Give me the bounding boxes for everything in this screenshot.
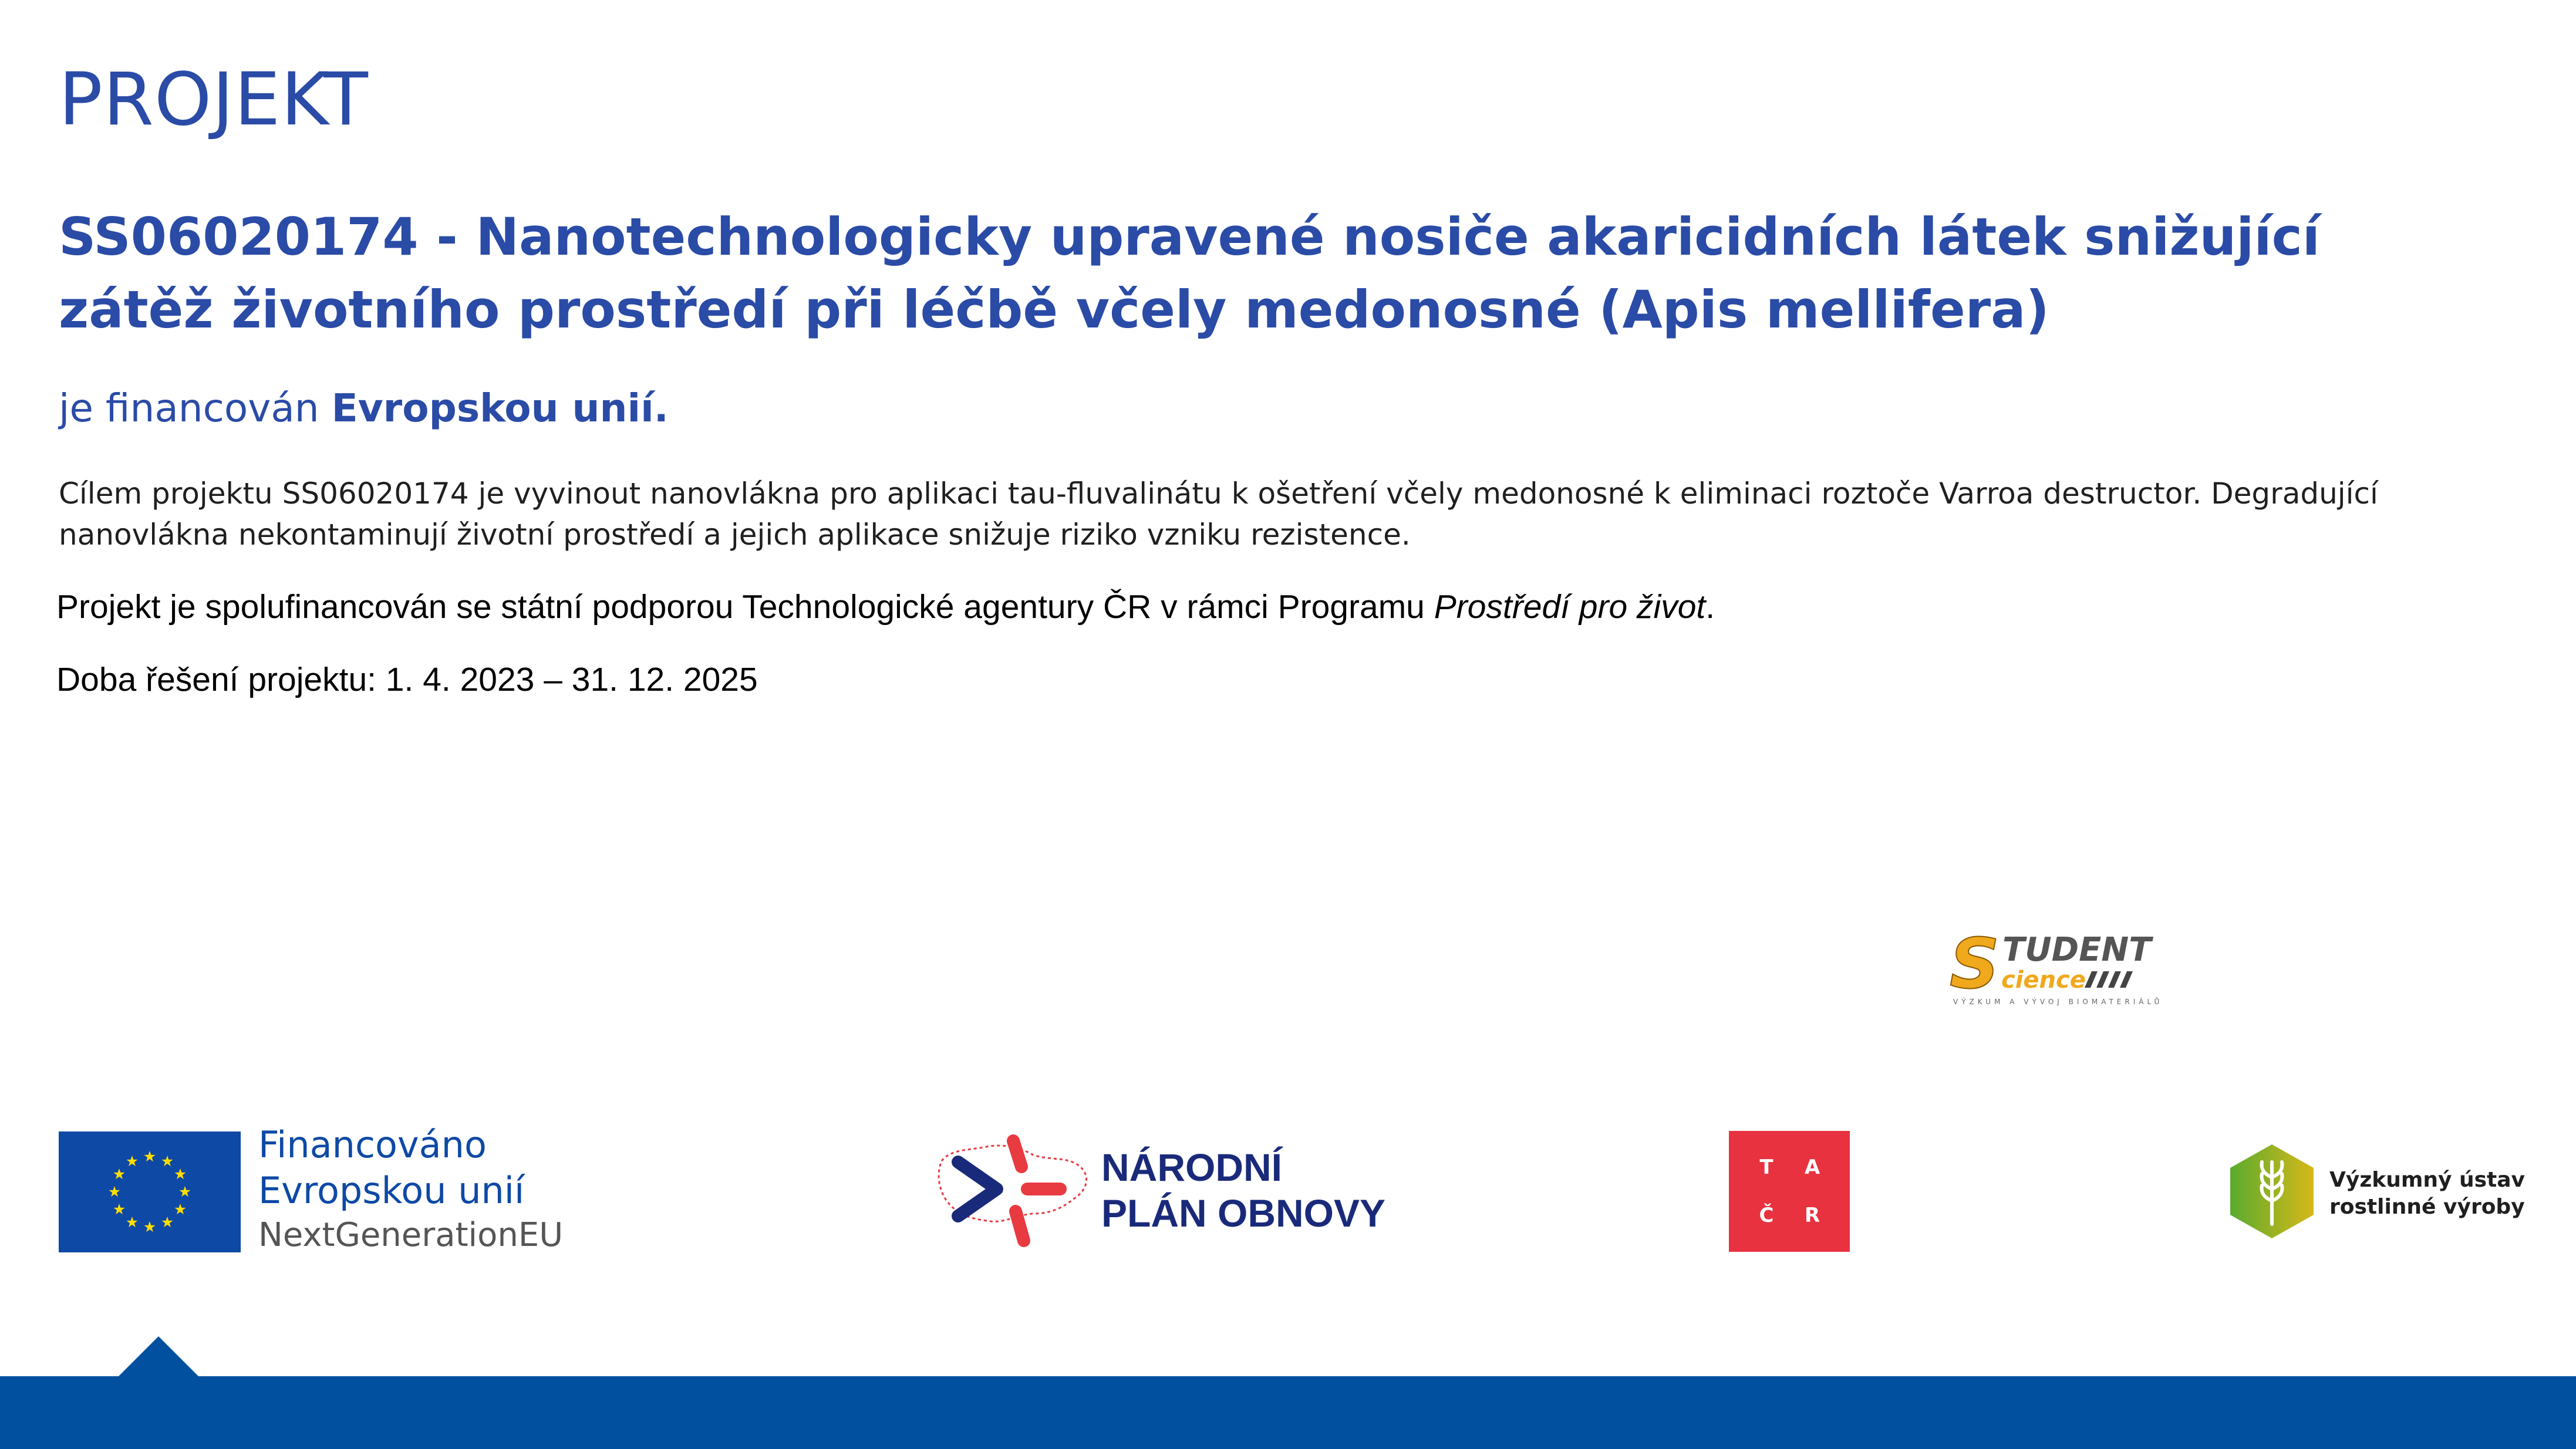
eu-flag-icon — [59, 1131, 241, 1252]
npo-logo-text — [1101, 1144, 1385, 1236]
eu-logo-line3: NextGenerationEU — [258, 1216, 564, 1254]
project-duration: Doba řešení projektu: 1. 4. 2023 – 31. 12. 2025 — [56, 661, 758, 698]
tacr-letter-t: T — [1759, 1156, 1773, 1179]
page-heading: PROJEKT — [59, 58, 369, 142]
student-science-word1: TUDENT — [2002, 931, 2152, 969]
eu-funding-logo-text — [258, 1122, 563, 1257]
tacr-logo — [1729, 1131, 1850, 1252]
eu-logo-line1: Financováno — [258, 1123, 487, 1166]
program-name: Prostředí pro život — [1434, 588, 1706, 626]
co-funding-statement — [56, 587, 1715, 627]
student-science-tagline: VÝZKUM A VÝVOJ BIOMATERIÁLŮ — [1953, 998, 2163, 1006]
npo-logo-line2: PLÁN OBNOVY — [1101, 1191, 1386, 1235]
project-title: SS06020174 - Nanotechnologicky upravené nosiče akaricidních látek snižující zátěž životního prostředí při léčbě včely medonosné (Apis mellifera) — [59, 207, 2320, 340]
co-funding-text: Projekt je spolufinancován se státní podporou Technologické agentury ČR v rámci Programu — [56, 588, 1434, 626]
funding-statement — [59, 387, 669, 430]
eu-logo-line2: Evropskou unií — [258, 1169, 525, 1212]
student-science-logo — [1946, 924, 2187, 1012]
vurv-logo-line2: rostlinné výroby — [2329, 1195, 2525, 1219]
tacr-letter-c: Č — [1759, 1204, 1774, 1227]
npo-logo-icon — [933, 1126, 1098, 1255]
project-description: Cílem projektu SS06020174 je vyvinout nanovlákna pro aplikaci tau-fluvalinátu k ošetření včely medonosné k eliminaci roztoče Varroa destructor. Degradující nanovlákna nekontaminují životní prostředí a jejich aplikace snižuje riziko vzniku rezistence. — [59, 477, 2378, 552]
vurv-logo-text — [2329, 1167, 2525, 1221]
tacr-letter-a: A — [1804, 1156, 1820, 1179]
footer-bar — [0, 1376, 2576, 1449]
footer-notch — [117, 1336, 200, 1377]
student-science-word2: cience — [2001, 967, 2086, 994]
vurv-logo-line1: Výzkumný ústav — [2329, 1168, 2526, 1192]
tacr-letter-r: R — [1804, 1204, 1820, 1227]
funding-funder: Evropskou unií. — [331, 386, 669, 431]
eu-stars — [109, 1151, 191, 1232]
student-science-initial: S — [1950, 924, 2000, 1004]
student-science-stripes — [2085, 971, 2133, 988]
vurv-logo-icon — [2228, 1142, 2316, 1241]
co-funding-suffix: . — [1705, 588, 1715, 626]
npo-logo-line1: NÁRODNÍ — [1101, 1146, 1282, 1189]
funding-prefix: je financován — [59, 386, 332, 431]
